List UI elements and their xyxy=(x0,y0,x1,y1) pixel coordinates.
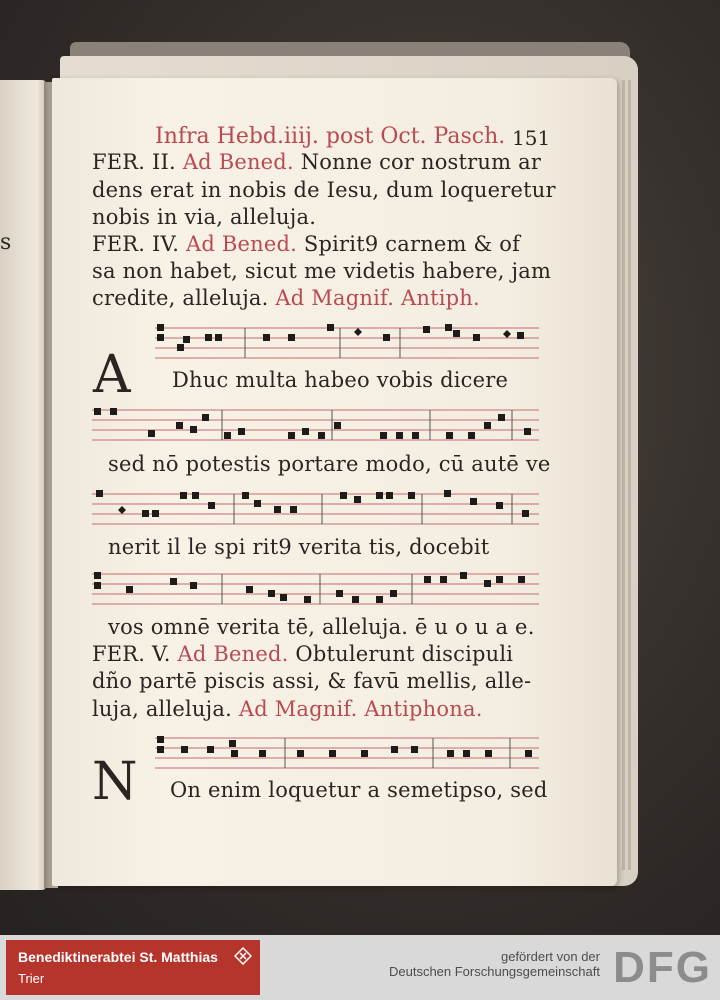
dfg-logo[interactable]: DFG xyxy=(613,943,712,992)
lyric-line: sed nō potestis portare modo, cū autē ve xyxy=(108,452,551,476)
left-page xyxy=(0,80,46,890)
folio-number: 151 xyxy=(512,126,551,150)
text-line: nobis in via, alleluja. xyxy=(92,205,317,229)
text-line: credite, alleluja. Ad Magnif. Antiph. xyxy=(92,286,480,310)
lyric-line: Dhuc multa habeo vobis dicere xyxy=(172,368,509,392)
institution-name: Benediktinerabtei St. Matthias xyxy=(18,949,218,965)
text-line: FER. IV. Ad Bened. Spirit9 carnem & of xyxy=(92,232,521,256)
lyric-line: On enim loquetur a semetipso, sed xyxy=(170,778,548,802)
text-line: luja, alleluja. Ad Magnif. Antiphona. xyxy=(92,697,483,721)
music-staff xyxy=(155,732,539,776)
funding-line-2: Deutschen Forschungsgemeinschaft xyxy=(388,964,600,979)
lyric-line: nerit il le spi rit9 verita tis, docebit xyxy=(108,535,490,559)
abbey-logo-icon xyxy=(234,947,252,965)
text-line: FER. II. Ad Bened. Nonne cor nostrum ar xyxy=(92,150,542,174)
drop-capital: N xyxy=(92,752,138,812)
lyric-line: vos omnē verita tē, alleluja. ē u o u a e. xyxy=(108,615,535,639)
music-staff xyxy=(92,568,539,612)
drop-capital: A xyxy=(93,345,131,405)
funding-notice xyxy=(389,949,600,979)
text-line: FER. V. Ad Bened. Obtulerunt discipuli xyxy=(92,642,514,666)
music-staff xyxy=(92,488,539,532)
institution-city: Trier xyxy=(18,971,45,986)
funding-line-1: gefördert von der xyxy=(500,949,600,964)
institution-badge[interactable] xyxy=(6,940,260,995)
music-staff xyxy=(92,404,539,448)
footer-bar xyxy=(0,935,720,1000)
running-header: Infra Hebd.iiij. post Oct. Pasch. xyxy=(155,124,506,149)
text-line: sa non habet, sicut me videtis habere, jam xyxy=(92,259,552,283)
music-staff xyxy=(155,322,539,366)
left-page-text: s xyxy=(0,230,12,255)
text-line: dens erat in nobis de Iesu, dum loqueretur xyxy=(92,178,556,202)
text-line: dño partē piscis assi, & favū mellis, alle- xyxy=(92,669,532,693)
